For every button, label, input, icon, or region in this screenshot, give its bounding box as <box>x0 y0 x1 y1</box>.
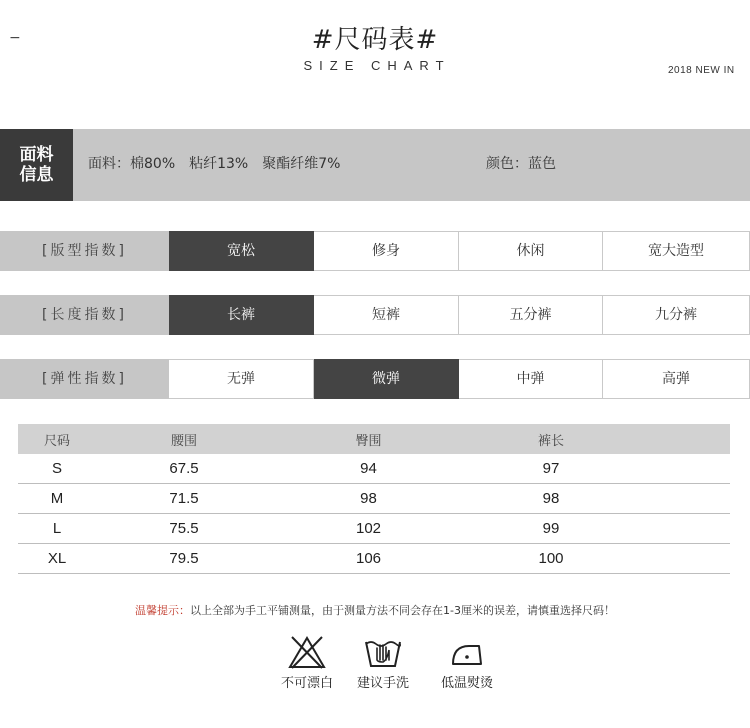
cell-hip: 102 <box>272 514 465 544</box>
cell-hip: 94 <box>272 454 465 484</box>
fit-index-label: [版型指数] <box>0 231 169 271</box>
tip-label: 温馨提示： <box>135 604 191 617</box>
cell-hip: 106 <box>272 544 465 574</box>
fit-option-oversized[interactable]: 宽大造型 <box>603 231 750 271</box>
hand-wash-icon <box>363 634 403 670</box>
new-in-badge: 2018 NEW IN <box>668 65 735 76</box>
length-option-long[interactable]: 长裤 <box>169 295 314 335</box>
elasticity-option-high[interactable]: 高弹 <box>603 359 750 399</box>
fit-option-slim[interactable]: 修身 <box>314 231 459 271</box>
cell-waist: 71.5 <box>96 484 272 514</box>
cell-length: 100 <box>465 544 637 574</box>
length-option-half[interactable]: 五分裤 <box>459 295 603 335</box>
menu-dash-icon: − <box>9 30 21 46</box>
fit-option-casual[interactable]: 休闲 <box>459 231 603 271</box>
cell-spacer <box>637 514 730 544</box>
low-iron-icon <box>447 634 487 670</box>
fabric-label-line1: 面料 <box>19 145 54 165</box>
col-length: 裤长 <box>465 424 637 454</box>
length-index-label: [长度指数] <box>0 295 169 335</box>
cell-spacer <box>637 454 730 484</box>
table-row <box>18 484 730 514</box>
cell-waist: 79.5 <box>96 544 272 574</box>
length-option-ninth[interactable]: 九分裤 <box>603 295 750 335</box>
size-table <box>18 424 730 574</box>
col-spacer <box>637 424 730 454</box>
no-bleach-icon <box>287 634 327 670</box>
fabric-label-line2: 信息 <box>19 165 54 185</box>
elasticity-option-slight[interactable]: 微弹 <box>314 359 459 399</box>
cell-waist: 67.5 <box>96 454 272 484</box>
cell-hip: 98 <box>272 484 465 514</box>
table-row <box>18 454 730 484</box>
col-hip: 臀围 <box>272 424 465 454</box>
care-label-hand-wash: 建议手洗 <box>356 676 409 691</box>
fit-option-loose[interactable]: 宽松 <box>169 231 314 271</box>
col-size: 尺码 <box>18 424 96 454</box>
fit-index-row <box>0 231 750 271</box>
page-subtitle: SIZE CHART <box>303 58 451 73</box>
table-row <box>18 514 730 544</box>
page-title: #尺码表# <box>311 25 439 55</box>
fabric-color: 颜色：蓝色 <box>486 156 556 172</box>
cell-size: XL <box>18 544 96 574</box>
elasticity-index-row <box>0 359 750 399</box>
cell-size: L <box>18 514 96 544</box>
elasticity-index-label: [弹性指数] <box>0 359 169 399</box>
tip-text: 以上全部为手工平铺测量，由于测量方法不同会存在1-3厘米的误差，请慎重选择尺码！ <box>190 604 615 617</box>
elasticity-option-none[interactable]: 无弹 <box>169 359 314 399</box>
care-low-iron <box>422 634 512 693</box>
col-waist: 腰围 <box>96 424 272 454</box>
fabric-material: 面料：棉80% 粘纤13% 聚酯纤维7% <box>88 156 341 172</box>
cell-spacer <box>637 484 730 514</box>
size-table-header <box>18 424 730 454</box>
fabric-info-label <box>0 129 73 201</box>
length-option-shorts[interactable]: 短裤 <box>314 295 459 335</box>
cell-waist: 75.5 <box>96 514 272 544</box>
care-hand-wash <box>338 634 428 693</box>
table-row <box>18 544 730 574</box>
cell-size: S <box>18 454 96 484</box>
length-index-row <box>0 295 750 335</box>
cell-size: M <box>18 484 96 514</box>
cell-length: 97 <box>465 454 637 484</box>
care-label-no-bleach: 不可漂白 <box>280 676 333 691</box>
cell-length: 98 <box>465 484 637 514</box>
cell-length: 99 <box>465 514 637 544</box>
elasticity-option-medium[interactable]: 中弹 <box>459 359 603 399</box>
care-label-low-iron: 低温熨烫 <box>440 676 493 691</box>
warm-tip <box>0 603 750 619</box>
cell-spacer <box>637 544 730 574</box>
